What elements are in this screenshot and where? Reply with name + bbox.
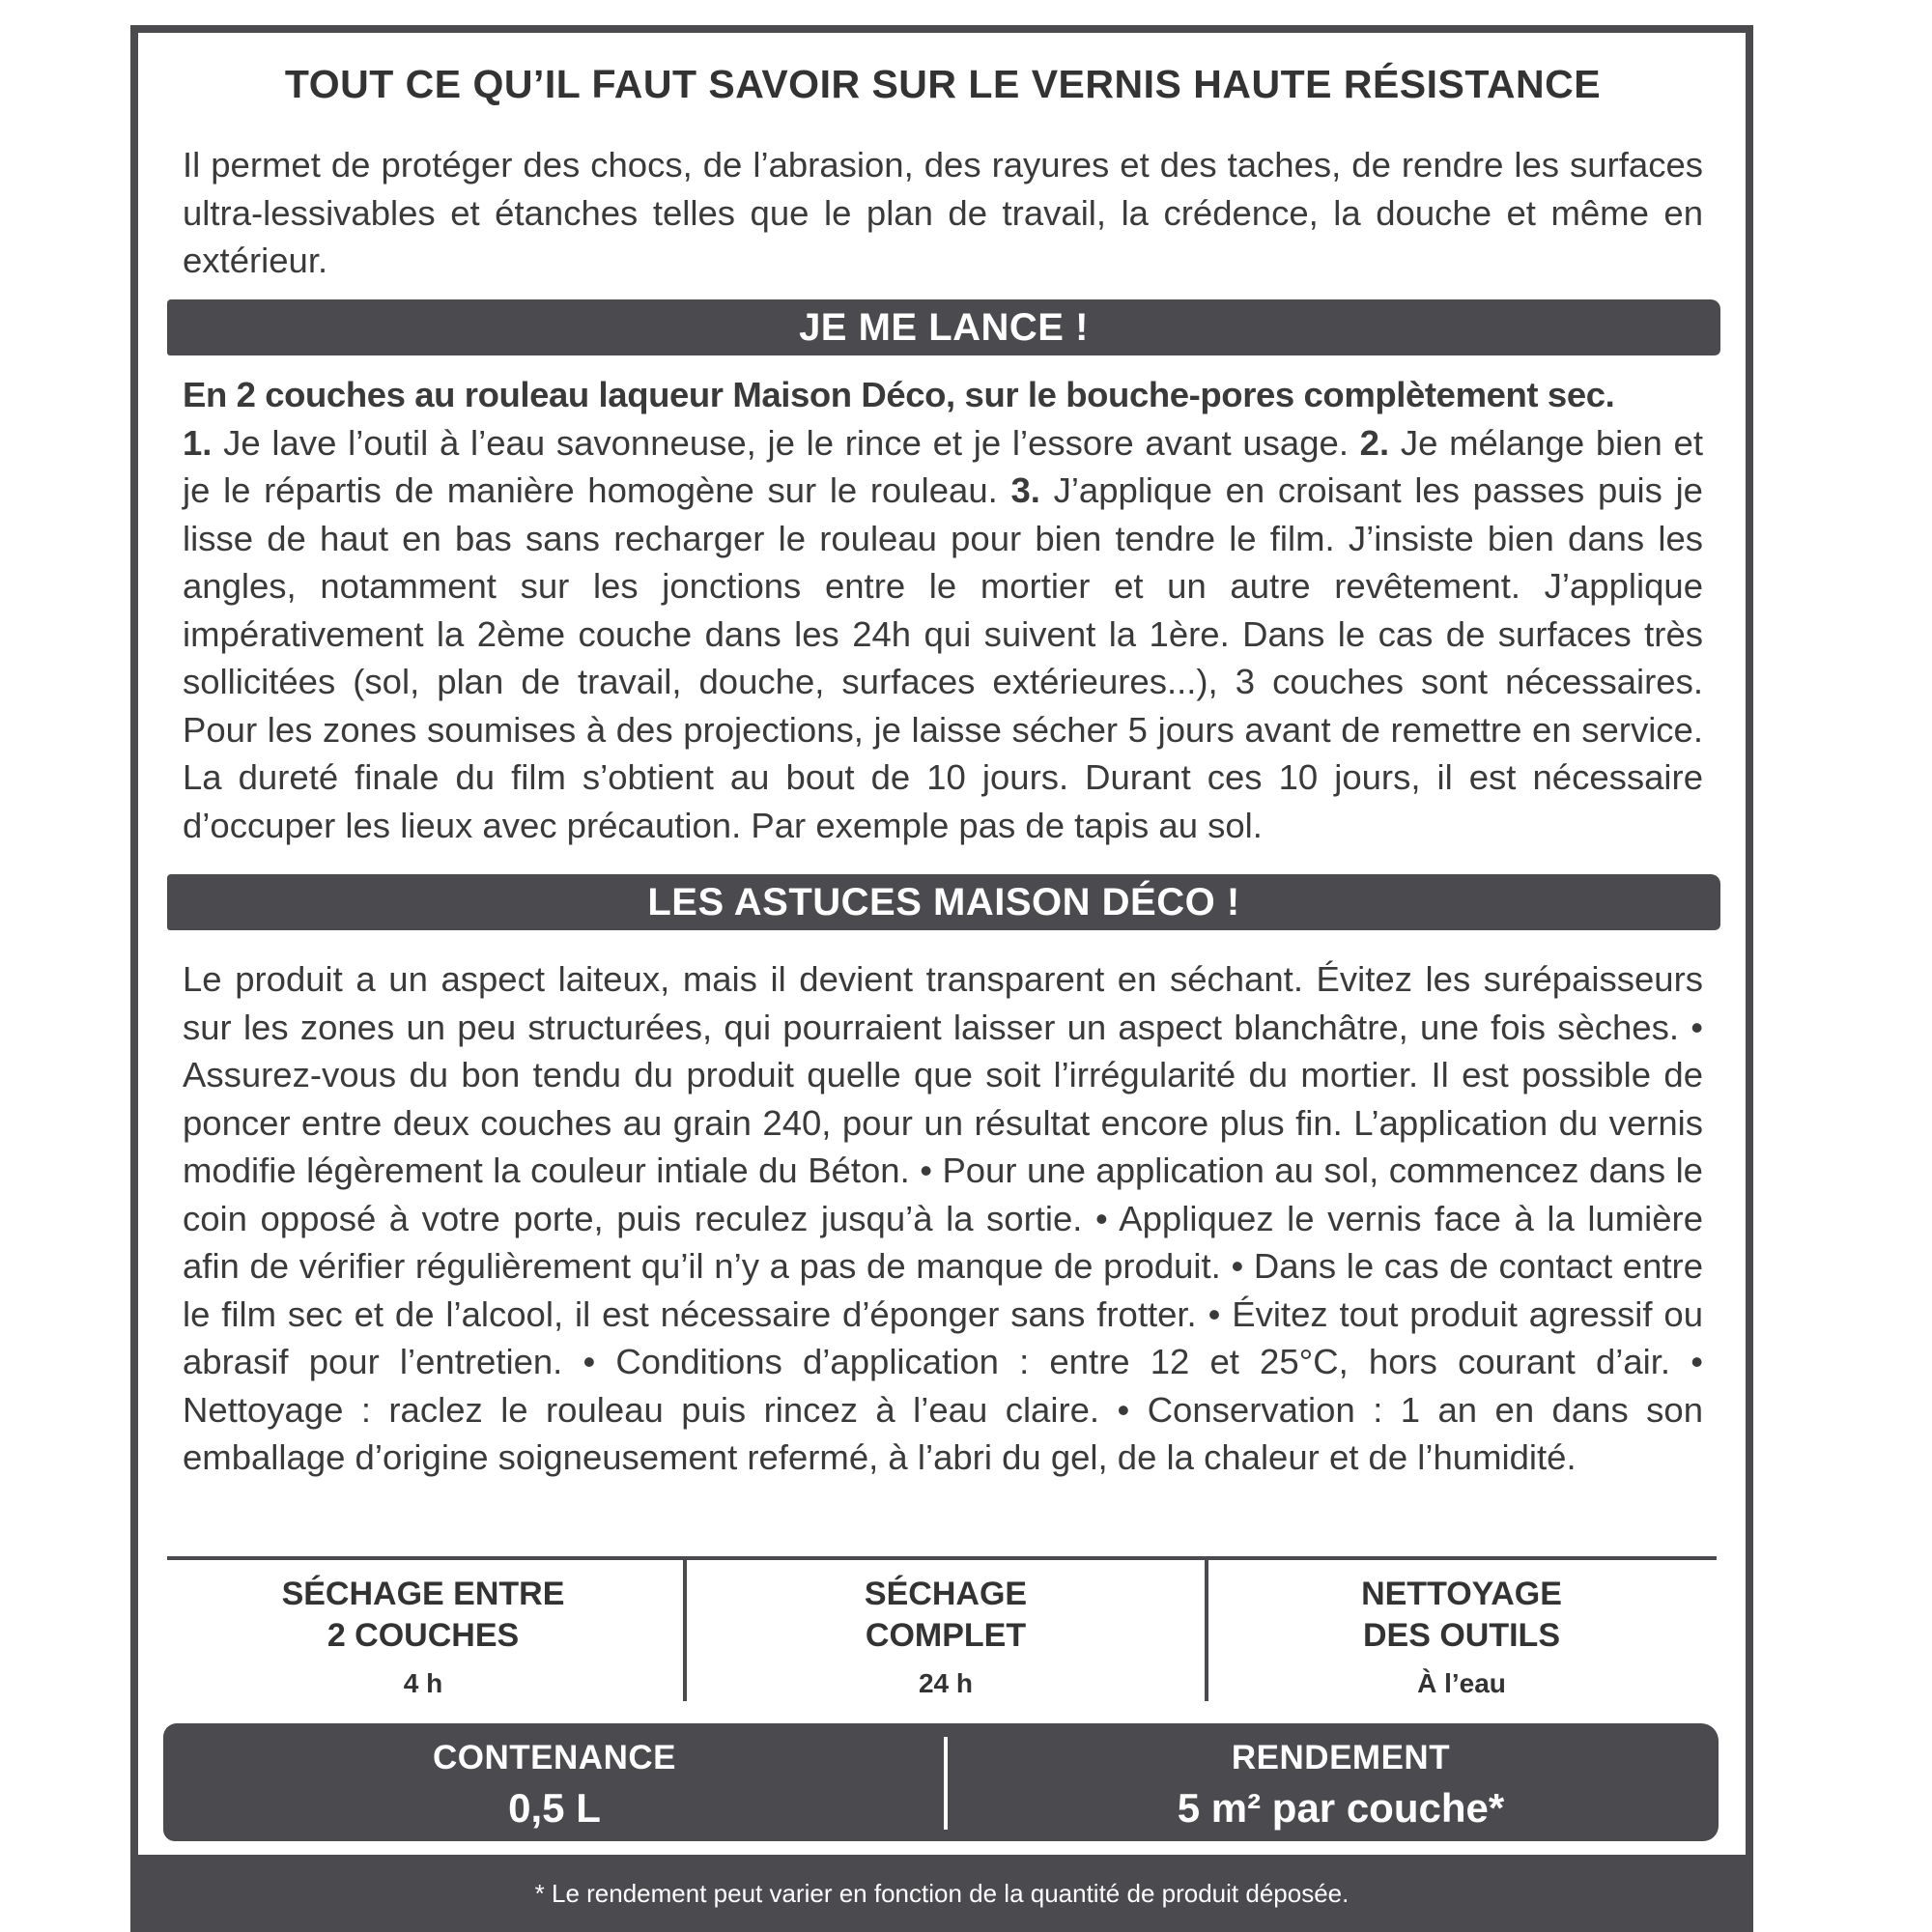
step-1-number: 1.	[183, 422, 213, 463]
tips-paragraph	[183, 955, 1703, 1482]
step-2-number: 2.	[1359, 422, 1390, 463]
spec-drying-between-coats	[167, 1560, 679, 1707]
footnote-bar	[130, 1855, 1753, 1932]
page-title: TOUT CE QU’IL FAUT SAVOIR SUR LE VERNIS HAUTE RÉSISTANCE	[284, 62, 1602, 106]
intro-paragraph	[183, 141, 1703, 285]
spec-label	[687, 1574, 1205, 1657]
steps-paragraph	[183, 371, 1703, 849]
spec-label	[1205, 1574, 1719, 1657]
spec-value: À l’eau	[1417, 1668, 1506, 1698]
spec-tool-cleaning	[1205, 1560, 1719, 1707]
step-1-text: Je lave l’outil à l’eau savonneuse, je le rince et je l’essore avant usage.	[212, 422, 1360, 463]
spec-label-line: 2 COUCHES	[327, 1617, 520, 1654]
spec-full-drying	[683, 1560, 1208, 1701]
capacity-block	[163, 1723, 946, 1841]
banner-divider	[944, 1737, 948, 1830]
step-3-text: J’applique en croisant les passes puis je lisse de haut en bas sans recharger le rouleau pour bien tendre le film. J’insiste bien dans les angles, notamment sur les jonctions entre le mortier et un autre revêtement. J’applique impérativement la 2ème couche dans les 24h qui suivent la 1ère. Dans le cas de surfaces très sollicitées (sol, plan de travail, douche, surfaces extérieures...), 3 couches sont nécessaires. Pour les zones soumises à des projections, je laisse sécher 5 jours avant de remettre en service. La dureté finale du film s’obtient au bout de 10 jours. Durant ces 10 jours, il est nécessaire d’occuper les lieux avec précaution. Par exemple pas de tapis au sol.	[183, 470, 1703, 845]
yield-label: RENDEMENT	[1231, 1739, 1451, 1776]
spec-label-line: SÉCHAGE	[864, 1576, 1028, 1612]
yield-block	[950, 1723, 1732, 1841]
spec-label-line: COMPLET	[865, 1617, 1027, 1654]
capacity-yield-banner	[163, 1723, 1719, 1841]
spec-label-line: SÉCHAGE ENTRE	[281, 1576, 565, 1612]
step-3-number: 3.	[1010, 470, 1040, 510]
capacity-value: 0,5 L	[508, 1785, 601, 1831]
spec-label	[167, 1574, 679, 1657]
intro-text: Il permet de protéger des chocs, de l’abrasion, des rayures et des taches, de rendre les surfaces ultra-lessivables et étanches telles que le plan de travail, la crédence, la douche et même en extérieur.	[183, 145, 1703, 280]
yield-value: 5 m² par couche*	[1177, 1785, 1505, 1831]
tips-text: Le produit a un aspect laiteux, mais il devient transparent en séchant. Évitez les surépaisseurs sur les zones un peu structurées, qui pourraient laisser un aspect blanchâtre, une fois sèches. • Assurez-vous du bon tendu du produit quelle que soit l’irrégularité du mortier. Il est possible de poncer entre deux couches au grain 240, pour un résultat encore plus fin. L’application du vernis modifie légèrement la couleur intiale du Béton. • Pour une application au sol, commencez dans le coin opposé à votre porte, puis reculez jusqu’à la sortie. • Appliquez le vernis face à la lumière afin de vérifier régulièrement qu’il n’y a pas de manque de produit. • Dans le cas de contact entre le film sec et de l’alcool, il est nécessaire d’éponger sans frotter. • Évitez tout produit agressif ou abrasif pour l’entretien. • Conditions d’application : entre 12 et 25°C, hors courant d’air. • Nettoyage : raclez le rouleau puis rincez à l’eau claire. • Conservation : 1 an en dans son emballage d’origine soigneusement refermé, à l’abri du gel, de la chaleur et de l’humidité.	[183, 959, 1703, 1477]
section-heading-astuces: LES ASTUCES MAISON DÉCO !	[167, 874, 1720, 930]
spec-label-line: NETTOYAGE	[1361, 1576, 1562, 1612]
steps-lead: En 2 couches au rouleau laqueur Maison Déco, sur le bouche-pores complètement sec.	[183, 375, 1615, 414]
section-heading-je-me-lance: JE ME LANCE !	[167, 299, 1720, 355]
spec-value: 24 h	[918, 1668, 974, 1698]
spec-label-line: DES OUTILS	[1362, 1617, 1561, 1654]
footnote-text: * Le rendement peut varier en fonction de la quantité de produit déposée.	[534, 1879, 1350, 1908]
capacity-label: CONTENANCE	[433, 1739, 676, 1776]
spec-value: 4 h	[403, 1668, 443, 1698]
step-2-text: Je mélange bien et je le répartis de manière homogène sur le rouleau.	[183, 422, 1703, 510]
document-frame	[130, 25, 1753, 1930]
specs-row	[167, 1556, 1717, 1707]
